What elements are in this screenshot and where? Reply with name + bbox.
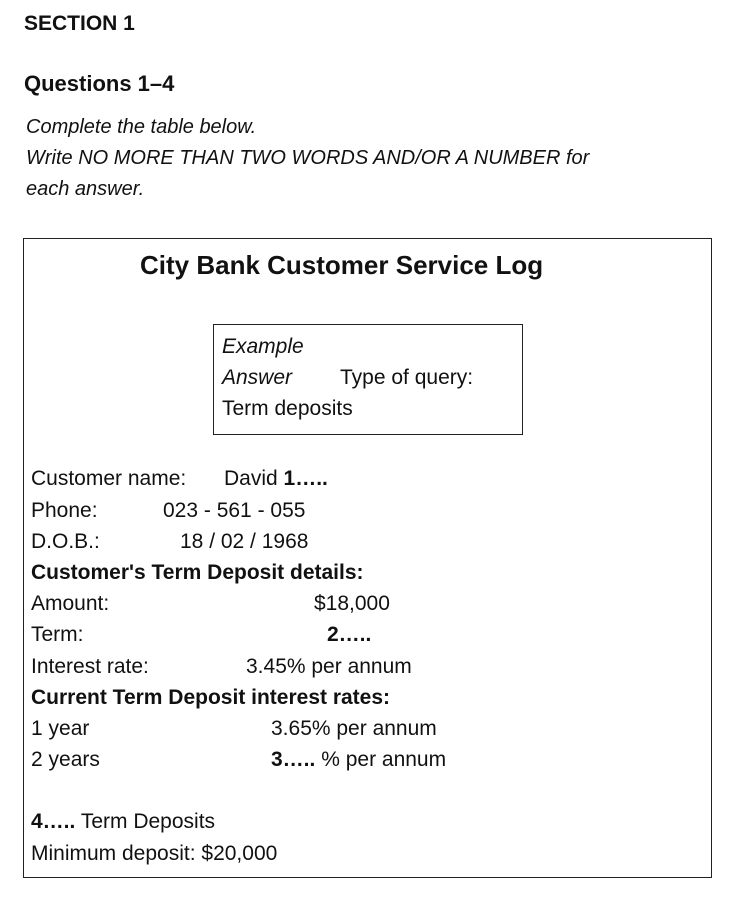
term-deposits-label: Term Deposits [80,810,216,833]
one-year-label: 1 year [31,717,90,740]
example-label: Example [222,335,304,358]
deposit-details-heading: Customer's Term Deposit details: [31,561,364,584]
dob-value: 18 / 02 / 1968 [180,530,309,553]
one-year-value: 3.65% per annum [271,717,437,740]
instruction-line-3: each answer. [26,178,145,200]
blank-3: 3….. [271,748,316,771]
two-years-row-value [271,748,446,772]
section-title: SECTION 1 [24,12,135,35]
term-label: Term: [31,623,84,646]
questions-title: Questions 1–4 [24,71,175,96]
example-answer-value: Term deposits [222,397,353,420]
two-years-suffix: % per annum [321,748,447,771]
blank-1: 1….. [283,467,328,490]
interest-value: 3.45% per annum [246,655,412,678]
customer-name-label: Customer name: [31,467,187,490]
example-query-label: Type of query: [340,366,474,389]
customer-name-value: David [224,467,278,490]
amount-value: $18,000 [314,592,390,615]
dob-label: D.O.B.: [31,530,100,553]
amount-label: Amount: [31,592,110,615]
instruction-line-2: Write NO MORE THAN TWO WORDS AND/OR A NUMBER for [26,147,590,169]
instruction-line-1: Complete the table below. [26,116,257,138]
interest-label: Interest rate: [31,655,149,678]
minimum-deposit: Minimum deposit: $20,000 [31,842,278,865]
blank-2: 2….. [327,623,372,646]
customer-name-row-value [224,467,328,491]
term-deposits-row [31,810,215,834]
phone-value: 023 - 561 - 055 [163,499,306,522]
two-years-label: 2 years [31,748,100,771]
blank-4: 4….. [31,810,76,833]
current-rates-heading: Current Term Deposit interest rates: [31,686,391,709]
log-title: City Bank Customer Service Log [140,250,544,280]
phone-label: Phone: [31,499,98,522]
example-answer-label: Answer [222,366,293,389]
